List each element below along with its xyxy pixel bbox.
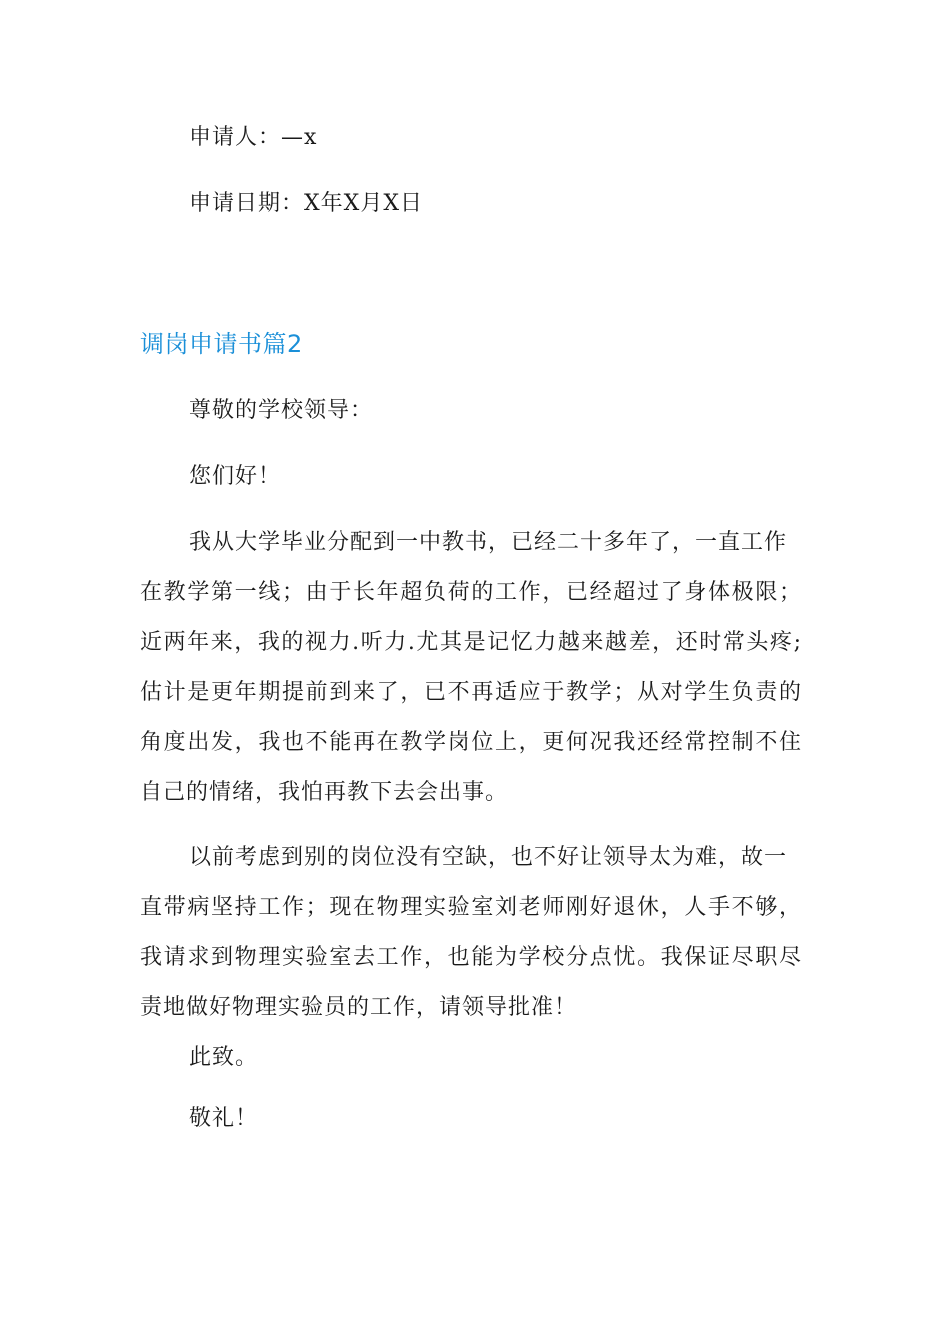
paragraph1-line: 自己的情绪，我怕再教下去会出事。 <box>140 780 509 805</box>
salutation: 尊敬的学校领导： <box>189 398 374 423</box>
applicant-line: 申请人：—x <box>189 125 318 150</box>
paragraph2-line: 直带病坚持工作；现在物理实验室刘老师刚好退休，人手不够， <box>140 895 802 920</box>
paragraph2-line: 以前考虑到别的岗位没有空缺，也不好让领导太为难，故一 <box>189 845 788 870</box>
section-heading: 调岗申请书篇2 <box>140 330 303 358</box>
closing-line: 此致。 <box>189 1045 259 1070</box>
paragraph1-line: 我从大学毕业分配到一中教书，已经二十多年了，一直工作 <box>189 530 788 555</box>
closing-line: 敬礼！ <box>189 1106 259 1131</box>
paragraph2-line: 责地做好物理实验员的工作，请领导批准！ <box>140 995 578 1020</box>
paragraph1-line: 估计是更年期提前到来了，已不再适应于教学；从对学生负责的 <box>140 680 802 705</box>
paragraph1-line: 近两年来，我的视力.听力.尤其是记忆力越来越差，还时常头疼; <box>140 630 802 655</box>
paragraph1-line: 角度出发，我也不能再在教学岗位上，更何况我还经常控制不住 <box>140 730 802 755</box>
greeting: 您们好！ <box>189 464 282 489</box>
paragraph1-line: 在教学第一线；由于长年超负荷的工作，已经超过了身体极限； <box>140 580 802 605</box>
paragraph2-line: 我请求到物理实验室去工作，也能为学校分点忧。我保证尽职尽 <box>140 945 802 970</box>
apply-date-line: 申请日期：X年X月X日 <box>189 191 423 216</box>
